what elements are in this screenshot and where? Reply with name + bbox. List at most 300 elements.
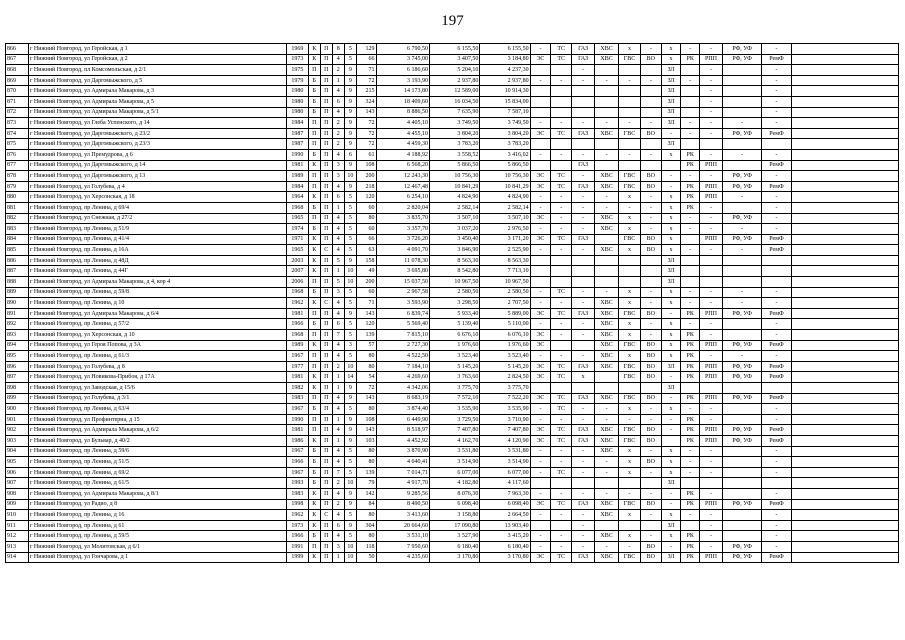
table-cell: 5 145,20 (480, 361, 530, 372)
table-cell: 1999 (286, 552, 308, 563)
table-cell: 1980 (286, 86, 308, 97)
table-cell: ЭС (530, 361, 551, 372)
table-cell: - (699, 149, 722, 160)
table-cell: П (320, 181, 332, 192)
table-cell (640, 107, 661, 118)
table-cell: - (572, 224, 595, 235)
table-cell: - (661, 488, 681, 499)
table-row (6, 160, 899, 171)
table-cell: 2 (332, 361, 344, 372)
table-cell: 6 155,50 (480, 44, 530, 55)
table-cell: 12 467,48 (376, 181, 430, 192)
table-cell: - (762, 520, 792, 531)
table-cell: К (308, 340, 320, 351)
table-cell: 5 204,10 (430, 65, 480, 76)
table-cell: 9 (344, 139, 356, 150)
table-cell: 8 518,97 (376, 425, 430, 436)
table-cell (681, 65, 700, 76)
table-cell: х (619, 245, 641, 256)
table-cell: 3 535,90 (430, 404, 480, 415)
table-cell: ХВС (595, 224, 619, 235)
table-cell (722, 446, 761, 457)
table-cell: 873 (6, 118, 29, 129)
table-cell (640, 160, 661, 171)
table-cell (722, 139, 761, 150)
table-cell: - (572, 65, 595, 76)
table-cell: - (595, 287, 619, 298)
table-cell: 1980 (286, 96, 308, 107)
table-cell: - (640, 404, 661, 415)
table-cell (572, 340, 595, 351)
table-cell: - (619, 414, 641, 425)
table-cell: ВО (640, 128, 661, 139)
table-cell (791, 75, 898, 86)
table-cell: - (661, 171, 681, 182)
table-cell (530, 65, 551, 76)
table-cell: 1966 (286, 319, 308, 330)
table-cell: - (722, 245, 761, 256)
table-cell: - (762, 213, 792, 224)
table-cell (661, 160, 681, 171)
table-cell: - (762, 149, 792, 160)
table-row (6, 414, 899, 425)
table-cell (681, 520, 700, 531)
table-cell: П (320, 308, 332, 319)
table-cell: П (320, 319, 332, 330)
table-cell: х (661, 340, 681, 351)
table-cell: П (320, 541, 332, 552)
table-cell: 61 (356, 149, 376, 160)
table-cell: х (619, 330, 641, 341)
table-cell: 200 (356, 277, 376, 288)
table-cell: П (320, 149, 332, 160)
table-cell (722, 65, 761, 76)
table-cell: ГАЗ (572, 234, 595, 245)
table-cell: П (308, 65, 320, 76)
table-cell (551, 107, 572, 118)
table-cell: ЗЛ (661, 552, 681, 563)
table-row (6, 552, 899, 563)
table-cell: 4 091,70 (376, 245, 430, 256)
table-cell: - (551, 351, 572, 362)
table-cell: 5 (344, 404, 356, 415)
table-cell: ХВС (595, 54, 619, 65)
table-cell (791, 393, 898, 404)
table-cell: 3 (332, 287, 344, 298)
table-cell: 1971 (286, 234, 308, 245)
table-cell: РемФ (762, 425, 792, 436)
table-cell: 912 (6, 531, 29, 542)
table-cell (791, 520, 898, 531)
table-cell (762, 478, 792, 489)
table-cell: П (320, 520, 332, 531)
table-cell: 2 937,80 (480, 75, 530, 86)
table-cell: ТС (551, 467, 572, 478)
table-cell: 66 (356, 54, 376, 65)
table-cell: 129 (356, 44, 376, 55)
table-cell: - (699, 414, 722, 425)
table-cell (791, 192, 898, 203)
table-cell: 3 763,60 (430, 372, 480, 383)
table-cell (681, 139, 700, 150)
table-cell: ЭС (530, 171, 551, 182)
table-cell: 120 (356, 192, 376, 203)
table-cell: 4 (332, 457, 344, 468)
table-cell: РемФ (762, 435, 792, 446)
table-cell: 9 (344, 86, 356, 97)
table-cell: г Нижний Новгород, ул Героя Попова, д 3А (28, 340, 286, 351)
table-cell: 9 (344, 160, 356, 171)
table-cell (791, 383, 898, 394)
table-cell: 2 580,50 (480, 287, 530, 298)
table-cell: 6 839,74 (376, 308, 430, 319)
table-cell (595, 65, 619, 76)
table-cell: РПП (699, 435, 722, 446)
table-cell (722, 255, 761, 266)
table-cell: К (308, 499, 320, 510)
table-cell: 2 937,80 (430, 75, 480, 86)
table-cell: ХВС (595, 245, 619, 256)
table-cell: 6 (332, 96, 344, 107)
table-cell: 1973 (286, 54, 308, 65)
table-cell: ГВС (619, 552, 641, 563)
table-cell: - (699, 86, 722, 97)
table-cell: 913 (6, 541, 29, 552)
table-cell: 3 (332, 160, 344, 171)
table-cell: 5 (344, 224, 356, 235)
table-cell (619, 520, 641, 531)
table-cell: К (308, 192, 320, 203)
table-cell: К (308, 383, 320, 394)
table-cell: - (572, 287, 595, 298)
table-cell: 6 676,10 (430, 330, 480, 341)
table-cell (640, 383, 661, 394)
table-cell: - (640, 192, 661, 203)
table-cell: - (681, 171, 700, 182)
table-cell (640, 277, 661, 288)
table-cell: 9 (344, 393, 356, 404)
table-cell: ГВС (619, 361, 641, 372)
table-cell: - (572, 531, 595, 542)
table-cell: П (320, 488, 332, 499)
table-cell: - (530, 319, 551, 330)
table-cell: 80 (356, 531, 376, 542)
table-cell: П (320, 552, 332, 563)
table-cell: РФ, УФ (722, 181, 761, 192)
table-cell (762, 277, 792, 288)
table-cell: - (699, 75, 722, 86)
table-cell (722, 107, 761, 118)
table-cell: ГАЗ (572, 361, 595, 372)
table-cell: х (661, 202, 681, 213)
table-cell: г Нижний Новгород, ул Профинтерна, д 15 (28, 414, 286, 425)
table-cell: 7 572,10 (430, 393, 480, 404)
table-cell: 71 (356, 65, 376, 76)
table-cell: - (699, 457, 722, 468)
table-cell: х (619, 351, 641, 362)
table-cell: П (320, 277, 332, 288)
table-cell: Б (308, 478, 320, 489)
table-cell: 1962 (286, 298, 308, 309)
table-cell: 3 749,50 (430, 118, 480, 129)
table-cell: - (551, 245, 572, 256)
table-cell: РПП (699, 160, 722, 171)
table-row (6, 298, 899, 309)
table-cell: г Нижний Новгород, ул Премудрова, д 6 (28, 149, 286, 160)
table-cell: 3 357,70 (376, 224, 430, 235)
table-cell: г Нижний Новгород, пр Ленина, д 59/6 (28, 446, 286, 457)
table-cell: ГАЗ (572, 393, 595, 404)
table-cell: г Нижний Новгород, пр Ленина, д 69/2 (28, 467, 286, 478)
table-cell: К (308, 372, 320, 383)
table-cell: 1967 (286, 404, 308, 415)
table-cell: х (661, 457, 681, 468)
table-cell: П (320, 65, 332, 76)
table-cell: П (320, 255, 332, 266)
table-cell: РемФ (762, 340, 792, 351)
table-cell: П (320, 128, 332, 139)
table-cell: РК (681, 552, 700, 563)
table-row (6, 202, 899, 213)
table-cell: г Нижний Новгород, ул Адмирала Макарова, д 5 (28, 96, 286, 107)
table-cell: П (320, 266, 332, 277)
table-cell: РемФ (762, 499, 792, 510)
table-cell: 9 (344, 425, 356, 436)
table-cell: 911 (6, 520, 29, 531)
table-cell: ТС (551, 552, 572, 563)
table-cell: 3 158,80 (430, 510, 480, 521)
table-cell: 5 (344, 54, 356, 65)
table-cell: - (572, 541, 595, 552)
table-cell (681, 478, 700, 489)
table-row (6, 425, 899, 436)
table-cell: - (699, 44, 722, 55)
table-cell: 7 (332, 467, 344, 478)
table-cell: 324 (356, 96, 376, 107)
table-cell: г Нижний Новгород, пр Ленина, д 59/5 (28, 531, 286, 542)
table-cell: х (619, 298, 641, 309)
table-cell: 16 034,50 (430, 96, 480, 107)
table-cell: - (762, 319, 792, 330)
table-row (6, 393, 899, 404)
table-cell: ВО (640, 457, 661, 468)
table-cell: Б (308, 86, 320, 97)
table-cell: 4 522,50 (376, 351, 430, 362)
table-cell: 887 (6, 266, 29, 277)
table-cell: 4 (332, 404, 344, 415)
table-cell: - (595, 75, 619, 86)
table-cell (722, 330, 761, 341)
table-cell: 1981 (286, 308, 308, 319)
table-cell: 8 542,80 (430, 266, 480, 277)
table-cell (595, 520, 619, 531)
table-cell: ЗЛ (661, 107, 681, 118)
table-cell: 3 745,00 (376, 54, 430, 65)
table-cell: ЭС (530, 234, 551, 245)
table-row (6, 446, 899, 457)
table-cell: ТС (551, 425, 572, 436)
table-cell: П (320, 75, 332, 86)
table-cell: - (595, 118, 619, 129)
table-cell (595, 96, 619, 107)
table-cell: - (572, 213, 595, 224)
table-cell: - (681, 467, 700, 478)
table-cell: 3 775,70 (430, 383, 480, 394)
table-cell: ЗЛ (661, 266, 681, 277)
table-cell: - (699, 287, 722, 298)
table-cell: П (320, 393, 332, 404)
table-cell: П (320, 467, 332, 478)
table-cell: - (640, 149, 661, 160)
table-cell: 4 824,90 (430, 192, 480, 203)
table-cell: 3 514,90 (480, 457, 530, 468)
table-cell: П (308, 118, 320, 129)
table-cell: 10 756,30 (480, 171, 530, 182)
table-cell (530, 383, 551, 394)
table-cell: 7 815,10 (376, 330, 430, 341)
table-cell: 12 243,30 (376, 171, 430, 182)
table-cell: 80 (356, 361, 376, 372)
table-cell (530, 86, 551, 97)
table-cell: 7 184,10 (376, 361, 430, 372)
table-cell: ГВС (619, 171, 641, 182)
table-cell: 1998 (286, 499, 308, 510)
table-cell (572, 107, 595, 118)
table-cell: 889 (6, 287, 29, 298)
table-cell (791, 234, 898, 245)
table-cell: 4 (332, 510, 344, 521)
table-cell (791, 372, 898, 383)
table-cell: 49 (356, 266, 376, 277)
table-cell: ЗЛ (661, 361, 681, 372)
table-cell: 60 (356, 287, 376, 298)
table-cell (595, 160, 619, 171)
table-cell: П (320, 287, 332, 298)
table-cell: 895 (6, 351, 29, 362)
table-cell: ВО (640, 351, 661, 362)
table-cell: 5 (344, 531, 356, 542)
table-cell (791, 510, 898, 521)
table-cell: 63 (356, 245, 376, 256)
table-cell: 2 820,04 (376, 202, 430, 213)
table-cell: 870 (6, 86, 29, 97)
table-cell: ТС (551, 54, 572, 65)
table-cell: 906 (6, 467, 29, 478)
table-row (6, 404, 899, 415)
table-cell: С (320, 245, 332, 256)
table-cell: х (619, 287, 641, 298)
table-cell: 11 078,30 (376, 255, 430, 266)
table-cell (722, 404, 761, 415)
table-cell: 1973 (286, 520, 308, 531)
table-cell: - (530, 467, 551, 478)
table-cell: 5 (344, 213, 356, 224)
table-cell: г Нижний Новгород, пр Ленина, д 63/4 (28, 404, 286, 415)
table-row (6, 54, 899, 65)
table-cell (681, 234, 700, 245)
table-cell: 4 (332, 224, 344, 235)
table-cell (619, 86, 641, 97)
table-cell (791, 287, 898, 298)
table-row (6, 128, 899, 139)
table-cell: 1974 (286, 224, 308, 235)
table-cell: П (308, 393, 320, 404)
table-cell: 3 523,40 (430, 351, 480, 362)
table-cell (722, 520, 761, 531)
table-cell: ВО (640, 54, 661, 65)
table-cell: 4 (332, 446, 344, 457)
table-cell: 7 407,80 (480, 425, 530, 436)
table-cell: г Нижний Новгород, ул Адмирала Макарова, д 6/2 (28, 425, 286, 436)
table-cell: - (572, 330, 595, 341)
table-cell: 142 (356, 488, 376, 499)
table-cell: 4 459,30 (376, 139, 430, 150)
table-row (6, 308, 899, 319)
table-row (6, 531, 899, 542)
table-cell: 5 110,00 (480, 319, 530, 330)
table-cell: - (699, 107, 722, 118)
table-cell: 5 (344, 192, 356, 203)
table-cell: 3 407,50 (430, 54, 480, 65)
table-row (6, 245, 899, 256)
table-cell: 10 (344, 541, 356, 552)
table-cell: - (572, 510, 595, 521)
table-cell: 3 413,60 (376, 510, 430, 521)
table-cell: - (681, 213, 700, 224)
table-cell (791, 213, 898, 224)
table-cell: - (640, 467, 661, 478)
table-cell: - (640, 446, 661, 457)
table-cell: г Нижний Новгород, ул Даргомыжского, д 13 (28, 171, 286, 182)
table-cell (722, 467, 761, 478)
table-cell: - (762, 298, 792, 309)
table-cell: ЭС (530, 308, 551, 319)
table-cell: - (551, 488, 572, 499)
table-cell: - (699, 351, 722, 362)
table-cell: - (699, 171, 722, 182)
table-cell: 8 (332, 44, 344, 55)
table-cell (791, 298, 898, 309)
table-cell: 1 (332, 372, 344, 383)
table-cell: - (595, 404, 619, 415)
table-cell (699, 478, 722, 489)
table-row (6, 330, 899, 341)
table-cell: - (762, 351, 792, 362)
table-cell: ТС (551, 287, 572, 298)
table-cell (681, 107, 700, 118)
table-cell: 1967 (286, 467, 308, 478)
table-cell: - (530, 510, 551, 521)
table-cell: РПП (699, 393, 722, 404)
table-cell: г Нижний Новгород, пр Ленина, д 51/5 (28, 457, 286, 468)
table-cell (722, 457, 761, 468)
table-cell: 10 841,29 (430, 181, 480, 192)
table-cell (791, 181, 898, 192)
table-cell: 3 783,20 (480, 139, 530, 150)
table-cell: 10 (344, 171, 356, 182)
table-cell: 1987 (286, 139, 308, 150)
table-cell (572, 478, 595, 489)
table-cell: 5 139,40 (430, 319, 480, 330)
table-cell: ГВС (619, 435, 641, 446)
table-cell: - (699, 202, 722, 213)
table-cell: 1968 (286, 330, 308, 341)
table-cell: К (308, 435, 320, 446)
table-cell (681, 96, 700, 107)
table-cell (619, 277, 641, 288)
table-cell: 200 (356, 171, 376, 182)
table-cell: 4 455,10 (376, 128, 430, 139)
